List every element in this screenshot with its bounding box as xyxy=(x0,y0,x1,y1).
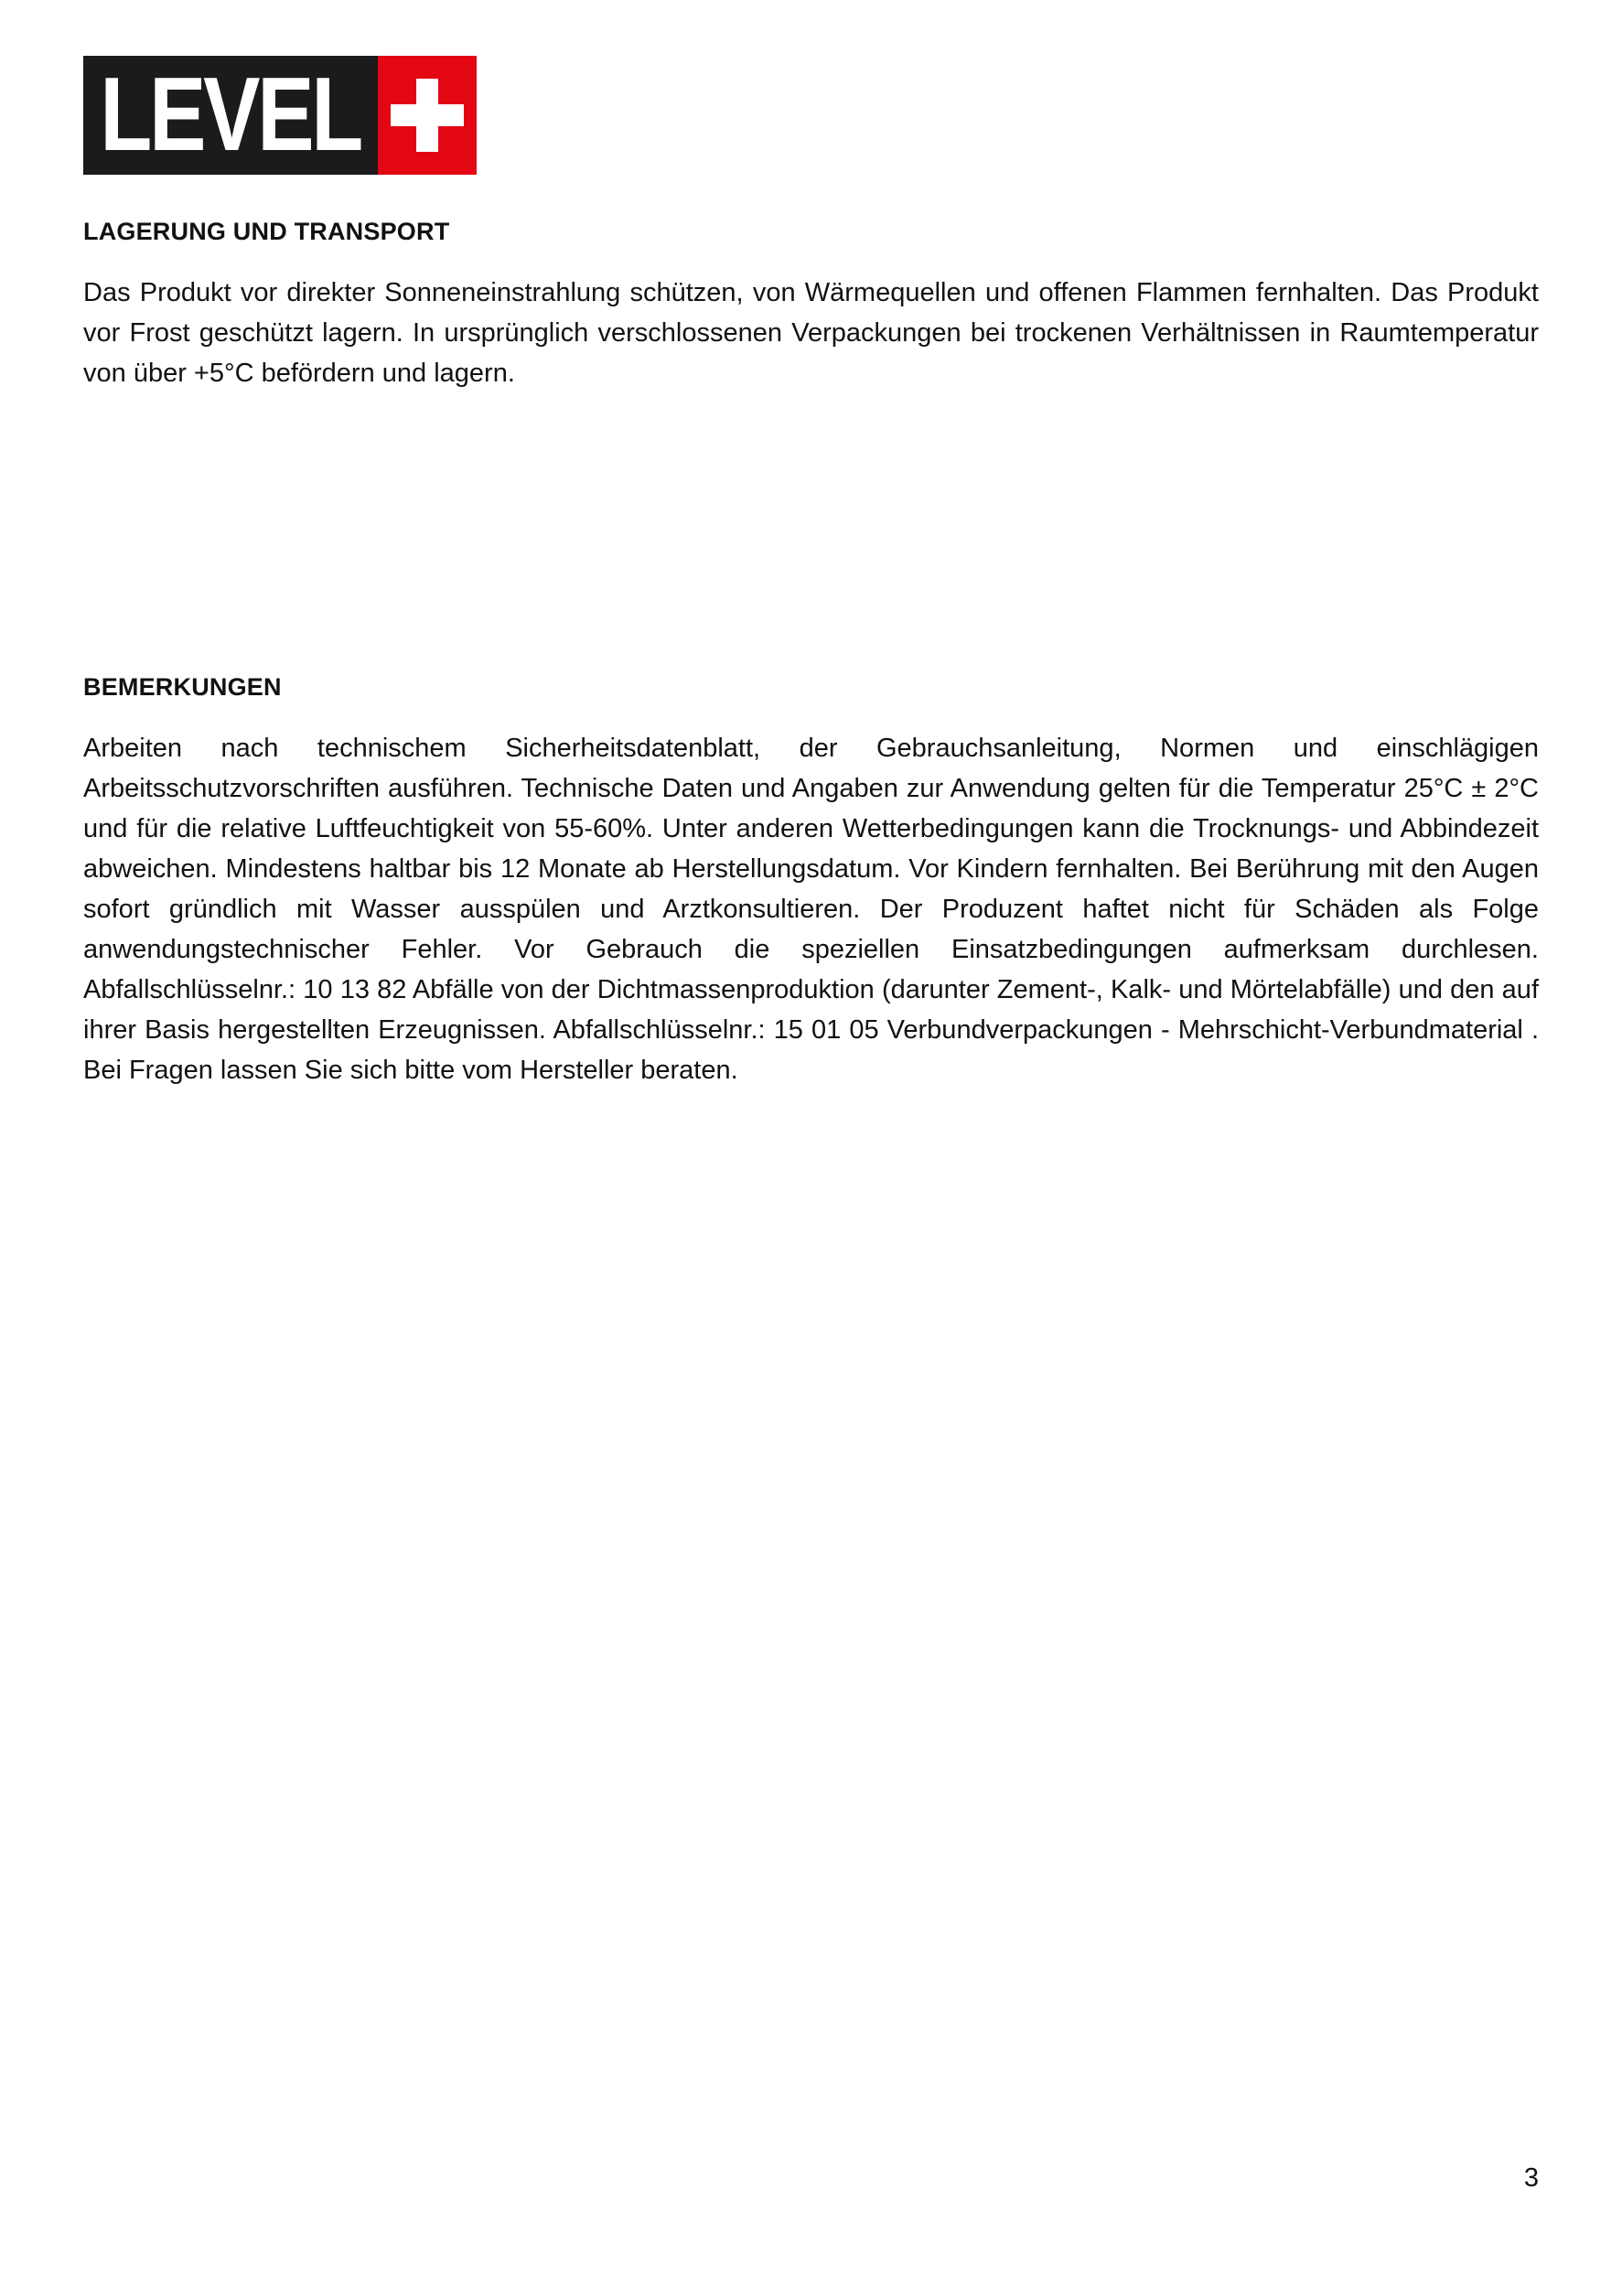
logo-wordmark: LEVEL xyxy=(100,57,361,173)
page-number: 3 xyxy=(1523,2163,1539,2193)
plus-icon xyxy=(391,79,464,152)
logo-cross-box xyxy=(378,56,477,175)
section-body-remarks: Arbeiten nach technischem Sicherheitsdatenblatt, der Gebrauchsanleitung, Normen und einschlägigen Arbeitsschutzvorschriften ausführen. Technische Daten und Angaben zur Anwendung gelten für die Temperatur 25°C ± 2°C und für die relative Luftfeuchtigkeit von 55-60%. Unter anderen Wetterbedingungen kann die Trocknungs- und Abbindezeit abweichen. Mindestens haltbar bis 12 Monate ab Herstellungsdatum. Vor Kindern fernhalten. Bei Berührung mit den Augen sofort gründlich mit Wasser ausspülen und Arztkonsultieren. Der Produzent haftet nicht für Schäden als Folge anwendungstechnischer Fehler. Vor Gebrauch die speziellen Einsatzbedingungen aufmerksam durchlesen. Abfallschlüsselnr.: 10 13 82 Abfälle von der Dichtmassenproduktion (darunter Zement-, Kalk- und Mörtelabfälle) und den auf ihrer Basis hergestellten Erzeugnissen. Abfallschlüsselnr.: 15 01 05 Verbundverpackungen - Mehrschicht-Verbundmaterial . Bei Fragen lassen Sie sich bitte vom Hersteller beraten. xyxy=(83,734,1539,1085)
section-title-remarks: BEMERKUNGEN xyxy=(83,673,282,701)
brand-logo xyxy=(83,56,477,175)
section-body-storage: Das Produkt vor direkter Sonneneinstrahlung schützen, von Wärmequellen und offenen Flammen fernhalten. Das Produkt vor Frost geschützt lagern. In ursprünglich verschlossenen Verpackungen bei trockenen Verhältnissen in Raumtemperatur von über +5°C befördern und lagern. xyxy=(83,278,1539,388)
section-title-storage: LAGERUNG UND TRANSPORT xyxy=(83,218,450,245)
logo-wordmark-box xyxy=(83,56,378,175)
